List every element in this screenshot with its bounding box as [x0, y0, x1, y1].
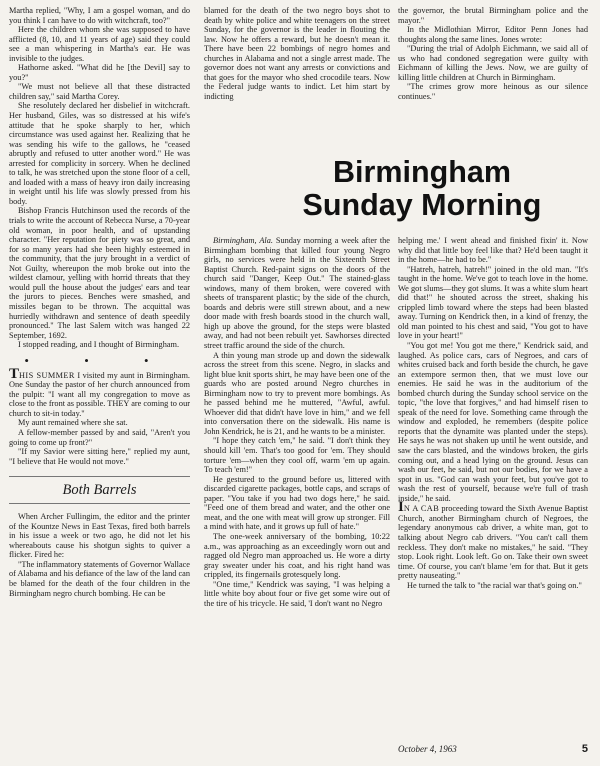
- paragraph: "The crimes grow more heinous as our silence continues.": [398, 82, 588, 101]
- paragraph: In the Midlothian Mirror, Editor Penn Jones had thoughts along the same lines. Jones wrote:: [398, 25, 588, 44]
- headline-line-2: Sunday Morning: [302, 188, 542, 222]
- lead-in: N A CAB: [403, 504, 440, 514]
- paragraph: The one-week anniversary of the bombing, 10:22 a.m., was approaching as an exceedingly worn out and ragged old Negro man approached us. He wore a dirty gray sweater under his coat, and his right hand was crippled, its fingernails grotesquely long.: [204, 531, 390, 580]
- page-number: 5: [581, 743, 588, 755]
- paragraph: I stopped reading, and I thought of Birmingham.: [18, 340, 180, 350]
- paragraph: Here the children whom she was supposed to have afflicted (8, 10, and 11 years of age) said they could see a man whispering in Martha's ear. He was invisible to the judges.: [9, 25, 190, 63]
- paragraph: "I hope they catch 'em," he said. "I don't think they should kill 'em. That's too good for 'em. They should torture 'em—when they cool off, warm 'em up again. To teach 'em!": [204, 436, 390, 475]
- paragraph: "During the trial of Adolph Eichmann, we said all of us who had condoned segregation were guilty with Eichmann of killing the Jews. Now, we are guilty of killing little children at Church in Birmingham.: [398, 44, 588, 82]
- column-left: [9, 6, 190, 758]
- paragraph: My aunt remained where she sat.: [18, 418, 128, 428]
- paragraph: A fellow-member passed by and said, "Aren't you going to come up front?": [9, 427, 190, 447]
- paragraph: blamed for the death of the two negro boys shot to death by white police and white teenagers on the street Sunday, for the governor is the leader in flouting the law. Now he offers a reward, but he doesn't mean it. There have been 22 bombings of negro homes and churches in Alabama and not a single arrest made. The governor does not want any arrests or convictions and that goes for the mayor who shed crocodile tears. Now the Federal judge wants to indict. Let him start by indicting: [204, 6, 390, 101]
- paragraph: Bishop Francis Hutchinson used the records of the trials to write the account of Rebecca Nurse, a 70-year old woman, in poor health, and of upstanding character. "Her reputation for piety was so great, and for so many years had she been highly esteemed in the community, that the jury brought in a verdict of Not Guilty, whereupon the mob broke out into the wildest clamour, yelling with horrid threats that they would pull the house about the judges' ears and tear the jurors to pieces. Benches were smashed, and missiles began to be thrown. The acquittal was hurriedly withdrawn and sentence of death speedily pronounced." The last Salem witch was hanged 22 September, 1692.: [9, 206, 190, 340]
- paragraph: He gestured to the ground before us, littered with discarded cigarette packages, bottle caps, and scraps of paper. "You take if you had two dogs here," he said. "Feed one of them bread and water, and the other one meat, and the one with meat will grow up stronger. Fill a mind with hate, and it grows up full of hate.": [204, 474, 390, 532]
- dateline: Birmingham, Ala.: [213, 236, 273, 245]
- page-footer: [398, 744, 588, 755]
- paragraph: "If my Savior were sitting here," replied my aunt, "I believe that He would not move.": [9, 447, 190, 466]
- paragraph: "One time," Kendrick was saying, "I was helping a little white boy about four or five get some wire out of the tire of his tricycle. He said, 'I don't want no Negro: [204, 579, 390, 608]
- column-middle-article: [204, 236, 390, 758]
- paragraph-text: proceeding toward the Sixth Avenue Baptist Church, another Birmingham church of Negroes, the legendary anonymous cab driver, a white man, got to talking about Negro cab drivers. "You can't call them reckless. They don't make no mistakes," he said. "They stop. Look right. Look left. Go on. Take their own sweet time. Of course, you can't blame 'em for that. But it gets pretty nauseating.": [398, 504, 588, 581]
- paragraph: A thin young man strode up and down the sidewalk across the street from this scene. Negro, in slacks and light blue knit sports shirt, he may have been one of the guards who are posted around Negro churches in Birmingham now to try to prevent more bombings. As he passed behind me he muttered, "Awful, awful. Whoever did that didn't have love in him," and we fell into conversation there on the sidewalk. His name is John Kendrick, he is 21, and he wants to be a minister.: [204, 350, 390, 436]
- paragraph: "You got me! You got me there," Kendrick said, and laughed. As police cars, cars of Negroes, and cars of whites cruised back and forth beside the church, he gave an extempore sermon then, that we must love our enemies. He said he was in the auditorium of the bombed church during the Sunday school service on the topic, "the love that forgives," and had himself risen to speak of the need for love. Something came through the window and exploded, he remembers (despite police reports that the dynamite was planted under the steps). He says he was not shaken up until he went outside, and saw the cars blasted, and the windows broken, the girls coming out, and a head lying on the ground. Jesus can wash our feet, he said, but not our bodies, for we have a spot in us. "God can wash your feet, but you've got to wash the rest of yourself, because we're full of trash inside," he said.: [398, 341, 588, 503]
- paragraph-dropcap: [9, 365, 190, 419]
- article-headline: [262, 156, 582, 222]
- paragraph: "We must not believe all that these distracted children say," said Martha Corey.: [9, 82, 190, 101]
- paragraph: When Archer Fullingim, the editor and the printer of the Kountze News in East Texas, fired both barrels in his issue a week or two ago, he did not let his whereabouts cause his shotgun sights to quiver a flicker. Fired he:: [9, 512, 190, 560]
- paragraph: She resolutely declared her disbelief in witchcraft. Her husband, Giles, was so distressed at his wife's attitude that he spoke sharply to her, which circumstance was used against her. Realizing that he was sending his wife to the gallows, he "ceased abruptly and refused to utter another word." He was arrested for complicity in sorcery. When he declined to talk, he was stretched upon the stone floor of a cell, and loaded with a mass of heavy iron daily increasing in weight until his life was slowly pressed from his body.: [9, 101, 190, 206]
- drop-cap: I: [398, 499, 404, 516]
- column-right-article: [398, 236, 588, 736]
- issue-date: October 4, 1963: [398, 744, 457, 754]
- paragraph-text: I visited my aunt in Birmingham. One Sunday the pastor of her church announced from the pulpit: "I want all my congregation to move as close to the front as possible. THEY are coming to our church to sit-in today.": [9, 370, 190, 418]
- paragraph: Martha replied, "Why, I am a gospel woman, and do you think I can have to do with witchcraft, too?": [9, 6, 190, 25]
- paragraph: helping me.' I went ahead and finished fixin' it. Now why did that little boy feel like that? He'd been taught it in the home—he had to be.": [398, 236, 588, 265]
- section-title: Both Barrels: [9, 476, 190, 504]
- paragraph-text: Sunday morning a week after the Birmingham bombing that killed four young Negro girls, no services were held in the Sixteenth Street Baptist Church. Red-paint signs on the doors of the church said "Danger, Keep Out." The stained-glass windows, many of them broken, were covered with sheets of transparent plastic; by the side of the church, boards and debris were still strewn about, and a new door made with fresh boards stood in the church wall, high up above the ground, for the steps were blasted away, and had not been rebuilt yet. Sawhorses directed street traffic around the side of the church.: [204, 236, 390, 351]
- section-break-dots: • • •: [24, 352, 175, 368]
- drop-cap: T: [9, 365, 20, 382]
- headline-line-1: Birmingham: [333, 155, 511, 189]
- paragraph: Hathorne asked. "What did he [the Devil] say to you?": [9, 63, 190, 82]
- paragraph: He turned the talk to "the racial war that's going on.": [407, 580, 582, 590]
- lead-in: HIS SUMMER: [19, 370, 75, 380]
- paragraph: the governor, the brutal Birmingham police and the mayor.": [398, 6, 588, 25]
- paragraph-dateline: [204, 236, 390, 351]
- paragraph: "The inflammatory statements of Governor Wallace of Alabama and his defiance of the law of the land can be blamed for the death of the four children in the Birmingham negro church bombing. He can be: [9, 559, 190, 598]
- paragraph-dropcap: [398, 499, 588, 581]
- paragraph: "Hatreh, hatreh, hatreh!" joined in the old man. "It's taught in the home. We've got to teach love in the home. We got slums—they got slums. It was a white slum heart did that!" he shouted across the street, shaking his crippled limb toward where the steps had been blasted away. Turning on Kendrick then, in a kind of frenzy, the old man pointed to his chest and said, "You got to have love in your heart!": [398, 264, 588, 341]
